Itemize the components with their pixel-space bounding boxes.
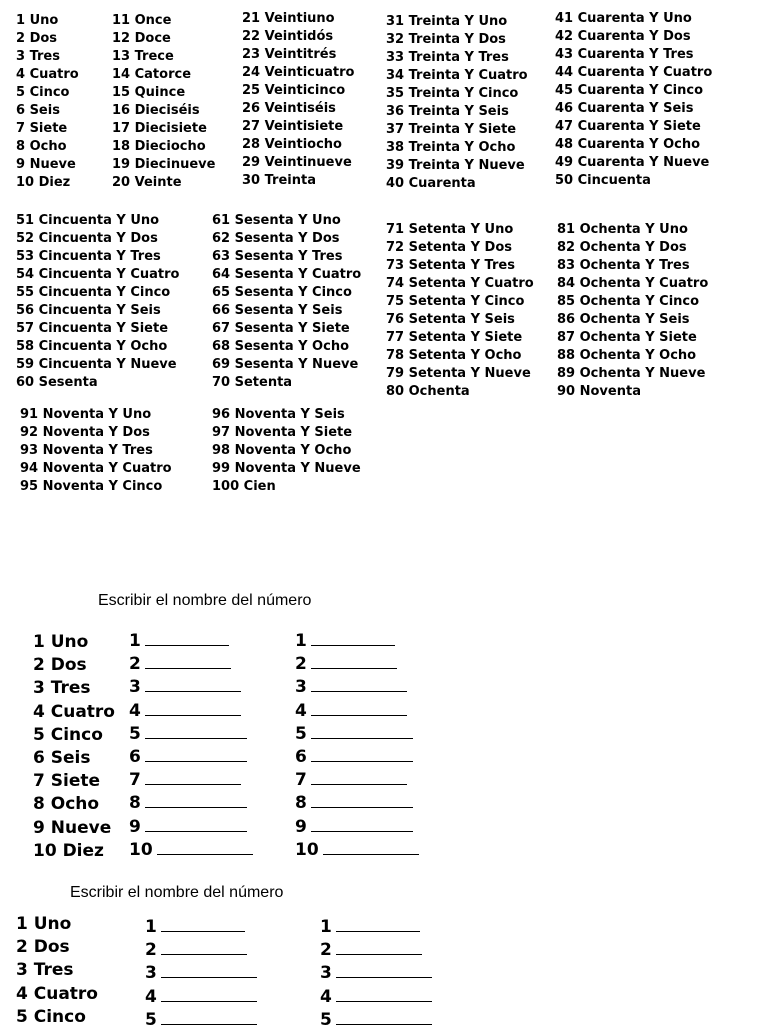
blank-row — [129, 817, 253, 840]
number-entry: 57 Cincuenta Y Siete — [16, 321, 169, 336]
blank-number: 4 — [145, 986, 157, 1007]
blank-row — [320, 961, 432, 984]
number-entry: 48 Cuarenta Y Ocho — [555, 137, 701, 152]
number-entry: 13 Trece — [112, 49, 174, 64]
blank-row — [129, 793, 253, 816]
number-entry: 56 Cincuenta Y Seis — [16, 303, 161, 318]
number-entry: 1 Uno — [16, 13, 59, 28]
number-entry: 84 Ochenta Y Cuatro — [557, 276, 709, 291]
answer-blank-line[interactable] — [336, 976, 432, 978]
number-entry: 90 Noventa — [557, 384, 641, 399]
numbers-41-50-column — [555, 10, 712, 190]
number-entry: 94 Noventa Y Cuatro — [20, 461, 172, 476]
number-entry: 66 Sesenta Y Seis — [212, 303, 343, 318]
answer-blank-line[interactable] — [336, 1000, 432, 1002]
number-entry: 26 Veintiséis — [242, 101, 336, 116]
number-entry: 45 Cuarenta Y Cinco — [555, 83, 704, 98]
blank-row — [129, 701, 253, 724]
number-entry: 29 Veintinueve — [242, 155, 352, 170]
blank-row — [320, 915, 432, 938]
blank-row — [295, 840, 419, 863]
numbers-61-70-column — [212, 212, 361, 392]
blank-row — [295, 677, 419, 700]
worksheet-name-entry: 10 Diez — [33, 840, 104, 861]
blank-row — [145, 1008, 257, 1031]
number-entry: 27 Veintisiete — [242, 119, 344, 134]
blank-row — [320, 1008, 432, 1031]
answer-blank-line[interactable] — [161, 953, 247, 955]
number-entry: 58 Cincuenta Y Ocho — [16, 339, 168, 354]
number-entry: 31 Treinta Y Uno — [386, 14, 508, 29]
blank-number: 7 — [295, 770, 307, 791]
number-entry: 39 Treinta Y Nueve — [386, 158, 525, 173]
numbers-31-40-column — [386, 13, 528, 193]
number-entry: 9 Nueve — [16, 157, 76, 172]
number-entry: 78 Setenta Y Ocho — [386, 348, 522, 363]
answer-blank-line[interactable] — [145, 760, 247, 762]
number-entry: 47 Cuarenta Y Siete — [555, 119, 701, 134]
number-entry: 10 Diez — [16, 175, 71, 190]
number-entry: 81 Ochenta Y Uno — [557, 222, 688, 237]
blank-row — [129, 747, 253, 770]
worksheet-1-names — [33, 631, 115, 863]
number-entry: 97 Noventa Y Siete — [212, 425, 353, 440]
number-entry: 46 Cuarenta Y Seis — [555, 101, 694, 116]
number-entry: 60 Sesenta — [16, 375, 98, 390]
answer-blank-line[interactable] — [336, 930, 420, 932]
answer-blank-line[interactable] — [145, 667, 231, 669]
blank-row — [295, 631, 419, 654]
blank-number: 4 — [320, 986, 332, 1007]
blank-row — [295, 747, 419, 770]
answer-blank-line[interactable] — [336, 953, 422, 955]
blank-row — [320, 985, 432, 1008]
number-entry: 72 Setenta Y Dos — [386, 240, 512, 255]
number-entry: 6 Seis — [16, 103, 60, 118]
number-entry: 91 Noventa Y Uno — [20, 407, 152, 422]
numbers-91-95-column — [20, 406, 172, 496]
blank-number: 2 — [320, 940, 332, 961]
number-entry: 80 Ochenta — [386, 384, 470, 399]
worksheet-2-names — [16, 913, 98, 1029]
blank-number: 6 — [129, 746, 141, 767]
answer-blank-line[interactable] — [311, 667, 397, 669]
worksheet-2-blanks-column-b — [320, 915, 432, 1031]
number-entry: 43 Cuarenta Y Tres — [555, 47, 694, 62]
number-entry: 36 Treinta Y Seis — [386, 104, 509, 119]
number-entry: 99 Noventa Y Nueve — [212, 461, 361, 476]
blank-number: 3 — [295, 677, 307, 698]
number-entry: 32 Treinta Y Dos — [386, 32, 506, 47]
blank-row — [145, 985, 257, 1008]
answer-blank-line[interactable] — [157, 853, 253, 855]
number-entry: 14 Catorce — [112, 67, 192, 82]
worksheet-name-entry: 9 Nueve — [33, 817, 112, 838]
number-entry: 98 Noventa Y Ocho — [212, 443, 352, 458]
answer-blank-line[interactable] — [311, 783, 407, 785]
number-entry: 65 Sesenta Y Cinco — [212, 285, 352, 300]
number-entry: 25 Veinticinco — [242, 83, 346, 98]
blank-number: 3 — [320, 963, 332, 984]
number-entry: 67 Sesenta Y Siete — [212, 321, 350, 336]
worksheet-name-entry: 3 Tres — [16, 960, 74, 981]
blank-row — [129, 677, 253, 700]
answer-blank-line[interactable] — [145, 830, 247, 832]
worksheet-name-entry: 2 Dos — [16, 937, 70, 958]
number-entry: 18 Dieciocho — [112, 139, 206, 154]
answer-blank-line[interactable] — [311, 690, 407, 692]
answer-blank-line[interactable] — [145, 690, 241, 692]
worksheet-name-entry: 3 Tres — [33, 678, 91, 699]
worksheet-1-heading: Escribir el nombre del número — [98, 592, 312, 609]
number-entry: 52 Cincuenta Y Dos — [16, 231, 158, 246]
worksheet-1-blanks-column-a — [129, 631, 253, 863]
answer-blank-line[interactable] — [145, 737, 247, 739]
numbers-51-60-column — [16, 212, 179, 392]
number-entry: 34 Treinta Y Cuatro — [386, 68, 528, 83]
number-entry: 42 Cuarenta Y Dos — [555, 29, 691, 44]
blank-number: 2 — [129, 654, 141, 675]
blank-row — [129, 840, 253, 863]
answer-blank-line[interactable] — [161, 976, 257, 978]
number-entry: 83 Ochenta Y Tres — [557, 258, 690, 273]
number-entry: 30 Treinta — [242, 173, 316, 188]
number-entry: 41 Cuarenta Y Uno — [555, 11, 692, 26]
blank-number: 8 — [129, 793, 141, 814]
blank-number: 5 — [129, 723, 141, 744]
number-entry: 15 Quince — [112, 85, 186, 100]
answer-blank-line[interactable] — [145, 783, 241, 785]
answer-blank-line[interactable] — [323, 853, 419, 855]
blank-number: 3 — [145, 963, 157, 984]
blank-number: 1 — [320, 917, 332, 937]
number-entry: 100 Cien — [212, 479, 276, 494]
blank-row — [145, 961, 257, 984]
answer-blank-line[interactable] — [311, 644, 395, 646]
number-entry: 37 Treinta Y Siete — [386, 122, 517, 137]
blank-number: 9 — [295, 816, 307, 837]
number-entry: 35 Treinta Y Cinco — [386, 86, 519, 101]
answer-blank-line[interactable] — [145, 806, 247, 808]
number-entry: 64 Sesenta Y Cuatro — [212, 267, 362, 282]
answer-blank-line[interactable] — [161, 1000, 257, 1002]
blank-row — [295, 701, 419, 724]
worksheet-name-entry: 6 Seis — [33, 747, 91, 768]
number-entry: 49 Cuarenta Y Nueve — [555, 155, 710, 170]
answer-blank-line[interactable] — [311, 737, 413, 739]
number-entry: 70 Setenta — [212, 375, 293, 390]
worksheet-2-blanks-column-a — [145, 915, 257, 1031]
blank-number: 1 — [295, 631, 307, 651]
blank-number: 2 — [295, 654, 307, 675]
worksheet-1-blanks-column-b — [295, 631, 419, 863]
number-entry: 93 Noventa Y Tres — [20, 443, 153, 458]
worksheet-name-entry: 1 Uno — [33, 632, 89, 652]
number-entry: 40 Cuarenta — [386, 176, 476, 191]
answer-blank-line[interactable] — [311, 760, 413, 762]
number-entry: 88 Ochenta Y Ocho — [557, 348, 697, 363]
blank-number: 8 — [295, 793, 307, 814]
number-entry: 50 Cincuenta — [555, 173, 651, 188]
number-entry: 54 Cincuenta Y Cuatro — [16, 267, 180, 282]
blank-row — [129, 631, 253, 654]
answer-blank-line[interactable] — [145, 714, 241, 716]
number-entry: 71 Setenta Y Uno — [386, 222, 514, 237]
number-entry: 87 Ochenta Y Siete — [557, 330, 697, 345]
number-entry: 24 Veinticuatro — [242, 65, 355, 80]
numbers-71-80-column — [386, 221, 534, 401]
blank-row — [295, 724, 419, 747]
number-entry: 92 Noventa Y Dos — [20, 425, 150, 440]
numbers-1-10-column — [16, 12, 79, 192]
number-entry: 75 Setenta Y Cinco — [386, 294, 525, 309]
worksheet-name-entry: 4 Cuatro — [16, 983, 98, 1004]
blank-number: 3 — [129, 677, 141, 698]
blank-number: 9 — [129, 816, 141, 837]
blank-row — [295, 654, 419, 677]
number-entry: 17 Diecisiete — [112, 121, 207, 136]
number-entry: 85 Ochenta Y Cinco — [557, 294, 700, 309]
blank-number: 1 — [129, 631, 141, 651]
number-entry: 21 Veintiuno — [242, 11, 335, 26]
number-entry: 74 Setenta Y Cuatro — [386, 276, 534, 291]
blank-number: 5 — [145, 1009, 157, 1030]
worksheet-name-entry: 2 Dos — [33, 655, 87, 676]
numbers-81-90-column — [557, 221, 708, 401]
blank-number: 7 — [129, 770, 141, 791]
number-entry: 51 Cincuenta Y Uno — [16, 213, 160, 228]
number-entry: 19 Diecinueve — [112, 157, 216, 172]
blank-number: 6 — [295, 746, 307, 767]
answer-blank-line[interactable] — [145, 644, 229, 646]
number-entry: 7 Siete — [16, 121, 68, 136]
worksheet-name-entry: 8 Ocho — [33, 794, 100, 815]
number-entry: 4 Cuatro — [16, 67, 79, 82]
answer-blank-line[interactable] — [311, 714, 407, 716]
number-entry: 77 Setenta Y Siete — [386, 330, 523, 345]
blank-number: 10 — [295, 839, 319, 860]
number-entry: 55 Cincuenta Y Cinco — [16, 285, 171, 300]
number-entry: 95 Noventa Y Cinco — [20, 479, 163, 494]
blank-row — [295, 770, 419, 793]
number-entry: 8 Ocho — [16, 139, 67, 154]
number-entry: 86 Ochenta Y Seis — [557, 312, 690, 327]
blank-row — [320, 938, 432, 961]
blank-number: 5 — [295, 723, 307, 744]
numbers-11-20-column — [112, 12, 215, 192]
number-entry: 11 Once — [112, 13, 172, 28]
blank-number: 4 — [295, 700, 307, 721]
answer-blank-line[interactable] — [161, 930, 245, 932]
blank-row — [145, 915, 257, 938]
number-entry: 63 Sesenta Y Tres — [212, 249, 343, 264]
blank-number: 2 — [145, 940, 157, 961]
number-entry: 44 Cuarenta Y Cuatro — [555, 65, 713, 80]
number-entry: 16 Dieciséis — [112, 103, 200, 118]
blank-row — [129, 770, 253, 793]
number-entry: 38 Treinta Y Ocho — [386, 140, 516, 155]
blank-number: 1 — [145, 917, 157, 937]
number-entry: 59 Cincuenta Y Nueve — [16, 357, 177, 372]
number-entry: 53 Cincuenta Y Tres — [16, 249, 161, 264]
numbers-21-30-column — [242, 10, 354, 190]
numbers-96-100-column — [212, 406, 361, 496]
number-entry: 33 Treinta Y Tres — [386, 50, 509, 65]
number-entry: 3 Tres — [16, 49, 60, 64]
blank-row — [295, 817, 419, 840]
number-entry: 28 Veintiocho — [242, 137, 342, 152]
number-entry: 20 Veinte — [112, 175, 182, 190]
number-entry: 73 Setenta Y Tres — [386, 258, 515, 273]
worksheet-name-entry: 5 Cinco — [16, 1006, 86, 1027]
number-entry: 76 Setenta Y Seis — [386, 312, 515, 327]
number-entry: 69 Sesenta Y Nueve — [212, 357, 359, 372]
worksheet-2-heading: Escribir el nombre del número — [70, 884, 284, 901]
number-entry: 22 Veintidós — [242, 29, 334, 44]
number-entry: 61 Sesenta Y Uno — [212, 213, 341, 228]
answer-blank-line[interactable] — [311, 830, 413, 832]
number-entry: 62 Sesenta Y Dos — [212, 231, 340, 246]
worksheet-name-entry: 7 Siete — [33, 771, 101, 792]
worksheet-name-entry: 4 Cuatro — [33, 701, 115, 722]
blank-number: 4 — [129, 700, 141, 721]
worksheet-name-entry: 5 Cinco — [33, 724, 103, 745]
blank-row — [295, 793, 419, 816]
answer-blank-line[interactable] — [311, 806, 413, 808]
number-entry: 12 Doce — [112, 31, 171, 46]
blank-row — [145, 938, 257, 961]
number-entry: 2 Dos — [16, 31, 58, 46]
blank-row — [129, 724, 253, 747]
blank-number: 10 — [129, 839, 153, 860]
number-entry: 5 Cinco — [16, 85, 70, 100]
worksheet-name-entry: 1 Uno — [16, 914, 72, 934]
blank-number: 5 — [320, 1009, 332, 1030]
number-entry: 89 Ochenta Y Nueve — [557, 366, 706, 381]
number-entry: 79 Setenta Y Nueve — [386, 366, 531, 381]
number-entry: 23 Veintitrés — [242, 47, 337, 62]
number-entry: 96 Noventa Y Seis — [212, 407, 345, 422]
number-entry: 82 Ochenta Y Dos — [557, 240, 687, 255]
blank-row — [129, 654, 253, 677]
number-entry: 68 Sesenta Y Ocho — [212, 339, 350, 354]
